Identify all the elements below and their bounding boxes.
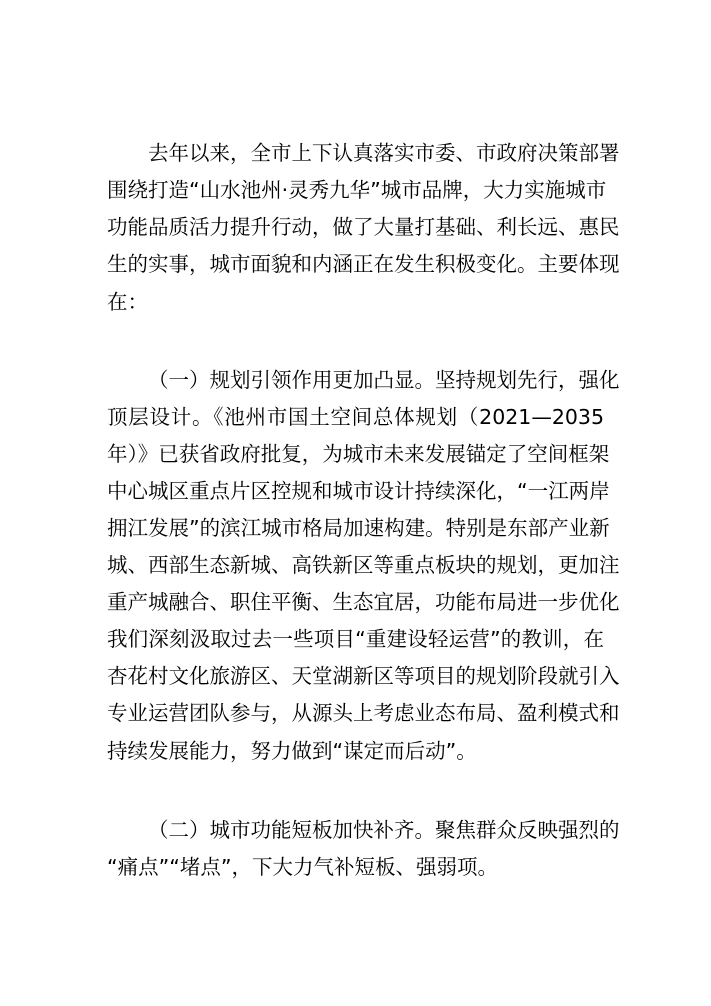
paragraph-2-line-3: 年）》已获省政府批复，为城市未来发展锚定了空间框架: [107, 442, 610, 466]
paragraph-2-line-9: 杏花村文化旅游区、天堂湖新区等项目的规划阶段就引入: [107, 664, 620, 688]
paragraph-2-line-7: 重产城融合、职住平衡、生态宜居，功能布局进一步优化: [107, 590, 620, 614]
paragraph-1-line-3: 功能品质活力提升行动，做了大量打基础、利长远、惠民: [107, 215, 620, 239]
paragraph-2-line-2: 顶层设计。《池州市国土空间总体规划（2021—2035: [107, 405, 604, 429]
paragraph-2-line-5: 拥江发展”的滨江城市格局加速构建。特别是东部产业新: [107, 516, 610, 540]
paragraph-1-line-2: 围绕打造“山水池州·灵秀九华”城市品牌，大力实施城市: [107, 178, 607, 202]
paragraph-2-line-6: 城、西部生态新城、高铁新区等重点板块的规划，更加注: [107, 553, 620, 577]
paragraph-2-line-10: 专业运营团队参与，从源头上考虑业态布局、盈利模式和: [107, 701, 620, 725]
paragraph-1-line-4: 生的实事，城市面貌和内涵正在发生积极变化。主要体现: [107, 252, 620, 276]
paragraph-3-line-1: （二）城市功能短板加快补齐。聚焦群众反映强烈的: [148, 818, 620, 842]
paragraph-2-line-11: 持续发展能力，努力做到“谋定而后动”。: [107, 739, 477, 763]
paragraph-2-line-8: 我们深刻汲取过去一些项目“重建设轻运营”的教训，在: [107, 627, 604, 651]
paragraph-2-line-1: （一）规划引领作用更加凸显。坚持规划先行，强化: [148, 368, 620, 392]
paragraph-1-line-1: 去年以来，全市上下认真落实市委、市政府决策部署: [148, 141, 620, 165]
paragraph-1-line-5: 在：: [107, 290, 148, 314]
paragraph-2-line-4: 中心城区重点片区控规和城市设计持续深化，“一江两岸: [107, 479, 610, 503]
paragraph-3-line-2: “痛点”“堵点”，下大力气补短板、强弱项。: [107, 855, 498, 879]
